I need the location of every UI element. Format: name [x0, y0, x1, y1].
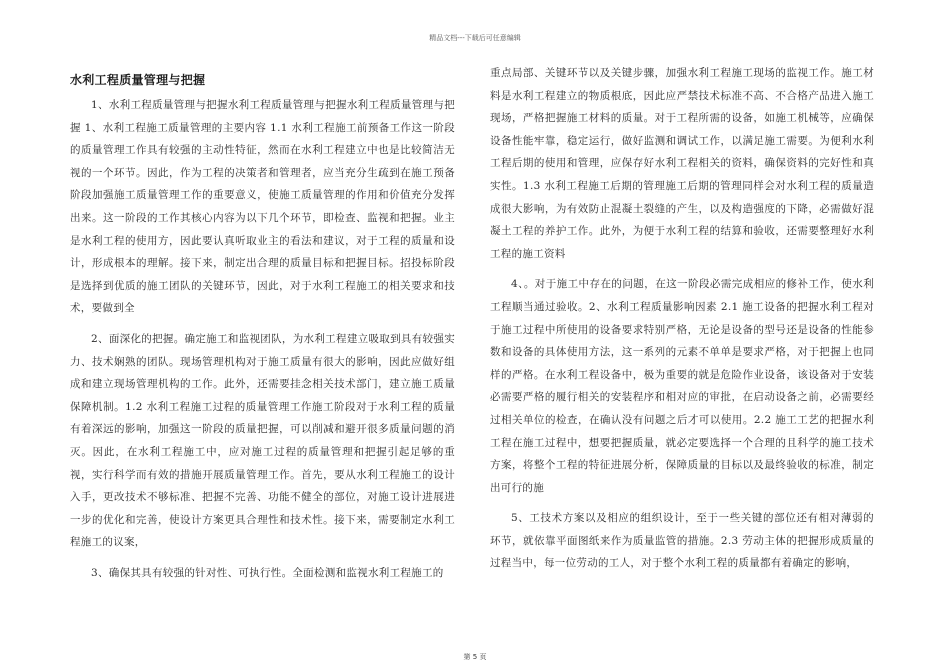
page-number: 第 5 页 [463, 653, 487, 661]
paragraph: 2、面深化的把握。确定施工和监视团队，为水利工程建立吸取到具有较强实力、技术娴熟的团队。现场管理机构对于施工质量有很大的影响，因此应做好组成和建立现场管理机构的工作。此外，还需要挂念相关技术部门，建立施工质量保障机制。1.2 水利工程施工过程的质量管理工作施工阶段对于水利工程的质量有着深远的影响，加强这一阶段的质量把握，可以削减和避开很多质量问题的消灭。因此，在水利工程施工中，应对施工过程的质量管理和把握引起足够的重视，实行科学而有效的措施开展质量管理工作。首先，要从水利工程施工的设计入手，更改技术不够标准、把握不完善、功能不健全的部位，对施工设计进展进一步的优化和完善，使设计方案更具合理性和技术性。接下来，需要制定水利工程施工的议案， [70, 332, 455, 549]
document-title: 水利工程质量管理与把握 [70, 73, 206, 87]
right-column [490, 62, 874, 583]
left-column [70, 62, 455, 592]
paragraph: 1、水利工程质量管理与把握水利工程质量管理与把握水利工程质量管理与把握 1、水利工程施工质量管理的主要内容 1.1 水利工程施工前预备工作这一阶段的质量管理工作具有较强的主动性特征，然而在水利工程建立中也是比较简洁无视的一个环节。因此，作为工程的决策者和管理者，应当充分生疏到在施工预备阶段加强施工质量管理工作的重要意义，使施工质量管理的作用和价值充分发挥出来。这一阶段的工作其核心内容为以下几个环节，即检查、监视和把握。业主是水利工程的使用方，因此要认真听取业主的看法和建议，对于工程的质量和设计，形成根本的理解。接下来，制定出合理的质量目标和把握目标。招投标阶段是选择到优质的施工团队的关键环节，因此，对于水利工程施工的相关要求和技术，要做到全 [70, 99, 455, 315]
paragraph: 重点局部、关键环节以及关键步骤，加强水利工程施工现场的监视工作。施工材料是水利工程建立的物质根底，因此应严禁技术标准不高、不合格产品进入施工现场，严格把握施工材料的质量。对于工程所需的设备，如施工机械等，应确保设备性能牢靠，稳定运行，做好监测和调试工作，以满足施工需要。为便利水利工程后期的使用和管理，应保存好水利工程相关的资料，确保资料的完好性和真实性。1.3 水利工程施工后期的管理施工后期的管理同样会对水利工程的质量造成很大影响，为有效防止混凝土裂缝的产生，以及构造强度的下降，必需做好混凝土工程的养护工作。此外，为便于水利工程的结算和验收，还需要整理好水利工程的施工资料 [490, 67, 874, 260]
paragraph: 5、工技术方案以及相应的组织设计，至于一些关键的部位还有相对薄弱的环节，就依靠平面图纸来作为质量监管的措施。2.3 劳动主体的把握形成质量的过程当中，每一位劳动的工人，对于整个水利工程的质量都有着确定的影响， [490, 512, 874, 570]
paragraph: 3、确保其具有较强的针对性、可执行性。全面检测和监视水利工程施工的 [91, 566, 444, 579]
paragraph: 4、。对于施工中存在的问题，在这一阶段必需完成相应的修补工作，使水利工程顺当通过验收。2、水利工程质量影响因素 2.1 施工设备的把握水利工程对于施工过程中所使用的设备要求特别严格，无论是设备的型号还是设备的性能参数和设备的具体使用方法，这一系列的元素不单单是要求严格，对于把握上也同样的严格。在水利工程设备中，极为重要的就是危险作业设备，该设备对于安装必需要严格的履行相关的安装程序和相对应的审批，在启动设备之前，必需要经过相关单位的检查，在确认没有问题之后才可以使用。2.2 施工工艺的把握水利工程在施工过程中，想要把握质量，就必定要选择一个合理的且科学的施工技术方案，将整个工程的特征进展分析，保障质量的目标以及最终验收的标准，制定出可行的施 [490, 278, 874, 494]
page-header: 精品文档---下载后可任意编辑 [429, 34, 521, 42]
